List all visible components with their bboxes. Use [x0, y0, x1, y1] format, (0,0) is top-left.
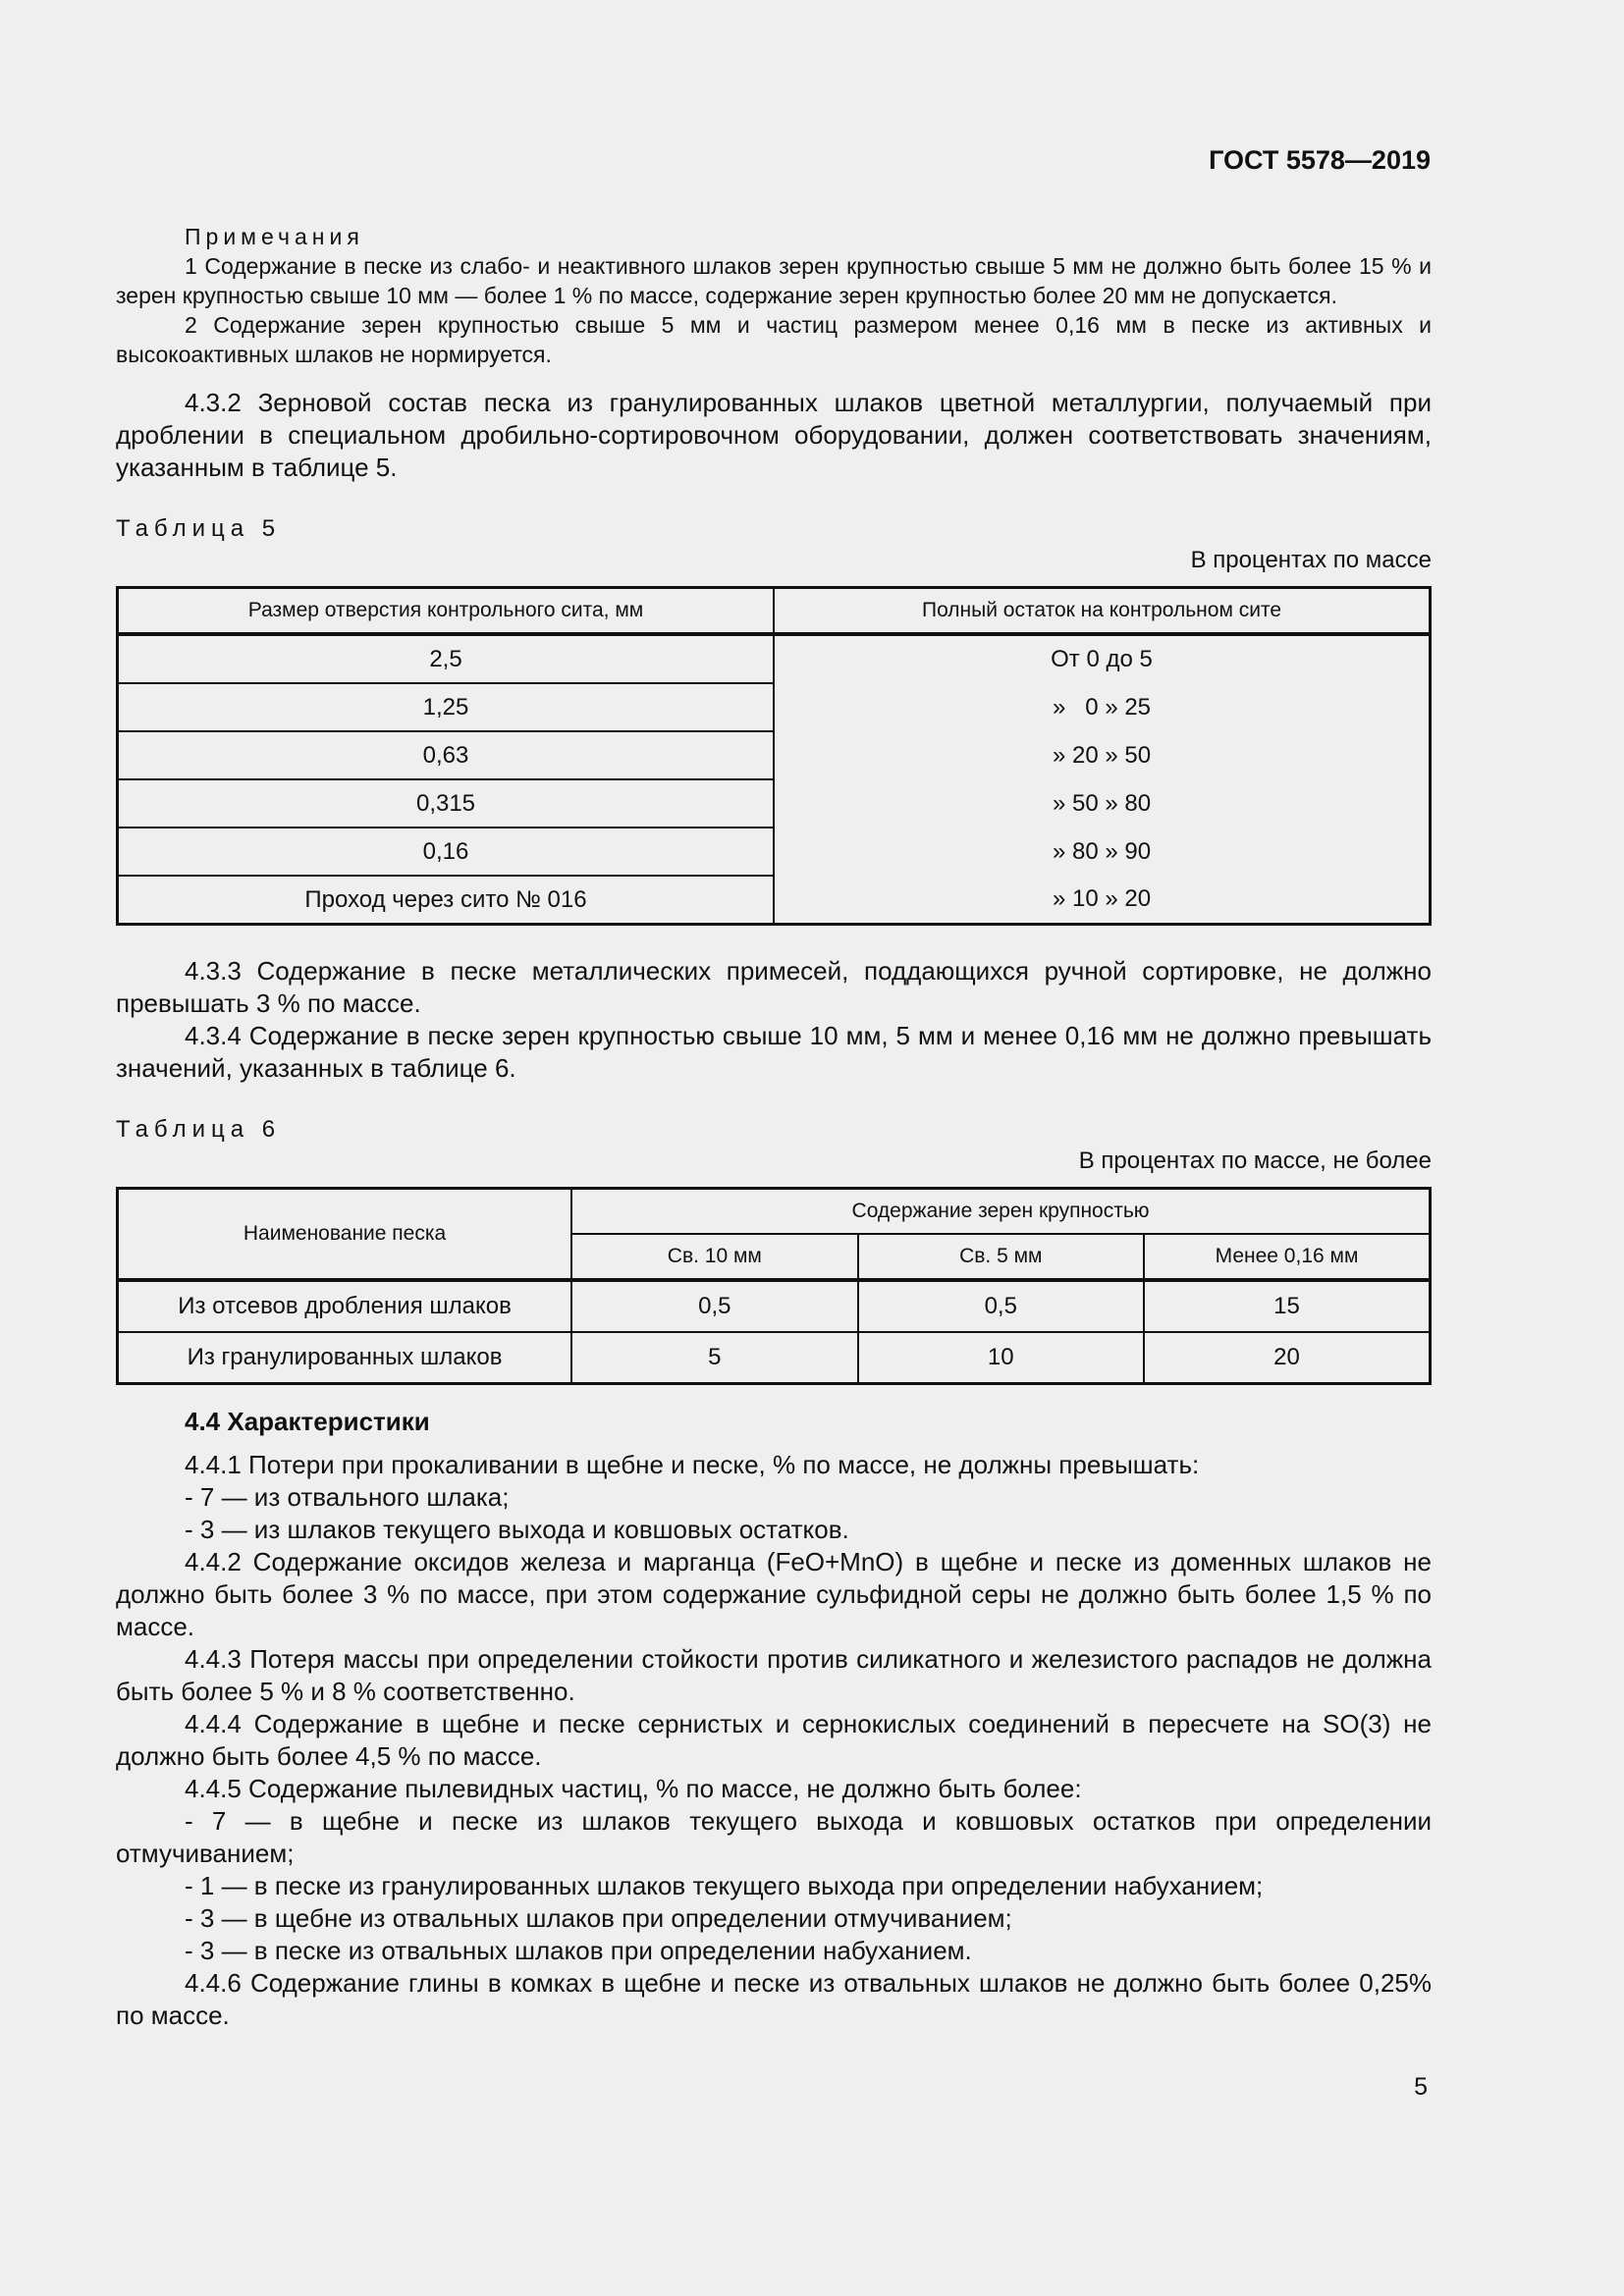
- document-code: ГОСТ 5578—2019: [1209, 145, 1431, 175]
- table5-cell-residue: » 50 » 80: [774, 779, 1431, 828]
- table-row: [118, 828, 1431, 876]
- table6-unit: В процентах по массе, не более: [1078, 1148, 1432, 1174]
- table6-cell-value: 5: [571, 1332, 857, 1384]
- table6-cell-name: Из гранулированных шлаков: [118, 1332, 572, 1384]
- table6-cell-value: 0,5: [571, 1280, 857, 1332]
- paragraph-4-4-5: 4.4.5 Содержание пылевидных частиц, % по массе, не должно быть более:: [185, 1774, 1082, 1803]
- paragraph-4-3-4: 4.3.4 Содержание в песке зерен крупностью свыше 10 мм, 5 мм и менее 0,16 мм не должно превышать значений, указанных в таблице 6.: [116, 1021, 1432, 1083]
- table-5: [116, 586, 1432, 926]
- table-row: [118, 683, 1431, 731]
- table5-cell-residue: » 80 » 90: [774, 828, 1431, 876]
- section-title-4-4: 4.4 Характеристики: [185, 1407, 430, 1436]
- table-6: [116, 1187, 1432, 1385]
- table5-cell-size: Проход через сито № 016: [118, 876, 775, 925]
- table-row: [118, 779, 1431, 828]
- table6-cell-value: 20: [1144, 1332, 1431, 1384]
- table6-label: Таблица 6: [116, 1116, 282, 1143]
- table6-header-name: Наименование песка: [118, 1189, 572, 1281]
- table5-cell-size: 0,315: [118, 779, 775, 828]
- table5-header-sieve: Размер отверстия контрольного сита, мм: [118, 588, 775, 635]
- notes-block: [116, 222, 1432, 369]
- list-item: - 3 — из шлаков текущего выхода и ковшовых остатков.: [185, 1515, 849, 1544]
- paragraph-4-3-3: 4.3.3 Содержание в песке металлических примесей, поддающихся ручной сортировке, не должно превышать 3 % по массе.: [116, 956, 1432, 1018]
- table6-header-row: [118, 1189, 1431, 1235]
- paragraph-4-4-2: 4.4.2 Содержание оксидов железа и марганца (FeO+MnO) в щебне и песке из доменных шлаков не должно быть более 3 % по массе, при этом содержание сульфидной серы не должно быть более 1,5 % по массе.: [116, 1547, 1432, 1641]
- table-row: [118, 1332, 1431, 1384]
- table-row: [118, 634, 1431, 683]
- table5-cell-residue: » 0 » 25: [774, 683, 1431, 731]
- table6-subheader-under-016: Менее 0,16 мм: [1144, 1234, 1431, 1280]
- table5-label: Таблица 5: [116, 515, 282, 542]
- table5-header-row: [118, 588, 1431, 635]
- table-row: [118, 731, 1431, 779]
- table-row: [118, 876, 1431, 925]
- table5-cell-size: 2,5: [118, 634, 775, 683]
- list-item: - 7 — из отвального шлака;: [185, 1482, 510, 1512]
- table6-cell-value: 10: [858, 1332, 1144, 1384]
- paragraph-4-4-4: 4.4.4 Содержание в щебне и песке сернистых и сернокислых соединений в пересчете на SO(3) не должно быть более 4,5 % по массе.: [116, 1709, 1432, 1771]
- table6-cell-value: 0,5: [858, 1280, 1144, 1332]
- table5-cell-residue: От 0 до 5: [774, 634, 1431, 683]
- list-item: - 3 — в щебне из отвальных шлаков при определении отмучиванием;: [185, 1903, 1012, 1933]
- table6-subheader-over-5: Св. 5 мм: [858, 1234, 1144, 1280]
- table6-subheader-over-10: Св. 10 мм: [571, 1234, 857, 1280]
- table5-cell-residue: » 20 » 50: [774, 731, 1431, 779]
- table6-cell-value: 15: [1144, 1280, 1431, 1332]
- paragraph-4-3-2: 4.3.2 Зерновой состав песка из гранулированных шлаков цветной металлургии, получаемый при дроблении в специальном дробильно-сортировочном оборудовании, должен соответствовать значениям, указанным в таблице 5.: [116, 388, 1432, 482]
- table5-cell-size: 1,25: [118, 683, 775, 731]
- table5-header-residue: Полный остаток на контрольном сите: [774, 588, 1431, 635]
- table6-cell-name: Из отсевов дробления шлаков: [118, 1280, 572, 1332]
- table5-cell-size: 0,16: [118, 828, 775, 876]
- paragraph-4-4-1: 4.4.1 Потери при прокаливании в щебне и песке, % по массе, не должны превышать:: [185, 1450, 1200, 1479]
- list-item: - 1 — в песке из гранулированных шлаков текущего выхода при определении набуханием;: [185, 1871, 1264, 1900]
- page-number: 5: [1414, 2073, 1428, 2101]
- list-item: - 3 — в песке из отвальных шлаков при определении набуханием.: [185, 1936, 972, 1965]
- table6-header-group: Содержание зерен крупностью: [571, 1189, 1430, 1235]
- note-item-1: 1 Содержание в песке из слабо- и неактивного шлаков зерен крупностью свыше 5 мм не должно быть более 15 % и зерен крупностью свыше 10 мм — более 1 % по массе, содержание зерен крупностью более 20 мм не допускается.: [116, 253, 1432, 308]
- page-content: [116, 222, 1432, 2032]
- notes-title: Примечания: [185, 224, 364, 249]
- paragraph-4-4-6: 4.4.6 Содержание глины в комках в щебне и песке из отвальных шлаков не должно быть более 0,25% по массе.: [116, 1968, 1432, 2030]
- table-row: [118, 1280, 1431, 1332]
- table5-cell-residue: » 10 » 20: [774, 876, 1431, 925]
- note-item-2: 2 Содержание зерен крупностью свыше 5 мм и частиц размером менее 0,16 мм в песке из активных и высокоактивных шлаков не нормируется.: [116, 312, 1432, 367]
- list-item: - 7 — в щебне и песке из шлаков текущего выхода и ковшовых остатков при определении отмучиванием;: [116, 1806, 1432, 1868]
- paragraph-4-4-3: 4.4.3 Потеря массы при определении стойкости против силикатного и железистого распадов не должна быть более 5 % и 8 % соответственно.: [116, 1644, 1432, 1706]
- table5-cell-size: 0,63: [118, 731, 775, 779]
- table5-unit: В процентах по массе: [1190, 547, 1432, 573]
